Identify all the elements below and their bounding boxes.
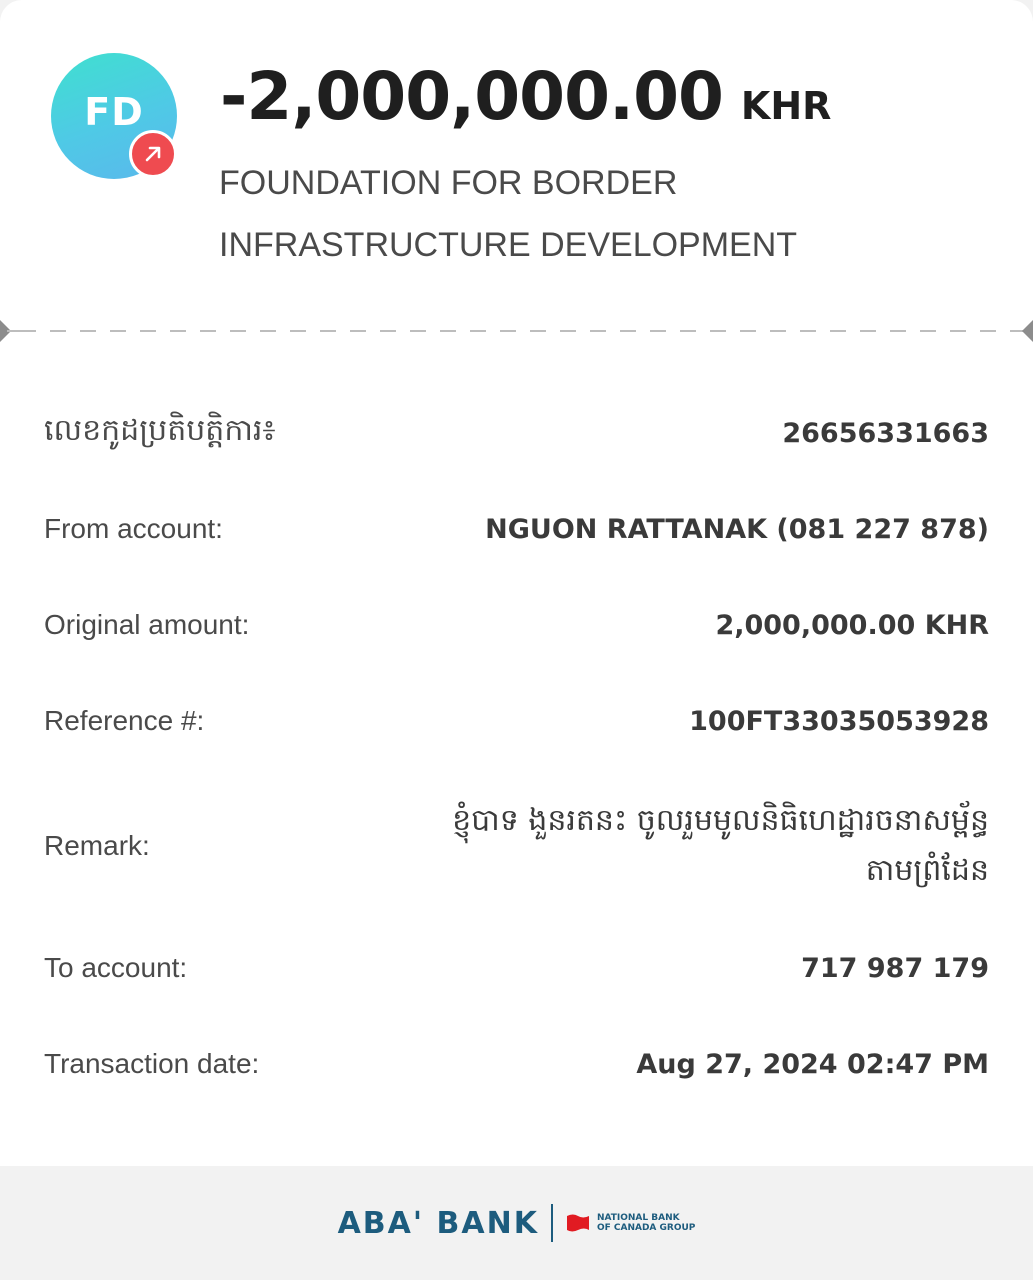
partner-line1: NATIONAL BANK — [596, 1213, 680, 1223]
remark-value-line2: តាមព្រំដែន — [865, 853, 989, 888]
detail-row-remark — [44, 794, 989, 898]
national-bank-text — [597, 1213, 695, 1233]
transaction-id-label: លេខកូដប្រតិបត្តិការ៖ — [44, 413, 276, 448]
payee-name-line1: FOUNDATION FOR BORDER — [219, 164, 678, 202]
detail-row-reference — [44, 696, 989, 746]
amount-currency: KHR — [740, 84, 832, 128]
remark-value-line1: ខ្ញុំបាទ ងួនរតនះ ចូលរួមមូលនិធិហេដ្ឋារចនាសម្ព័ន្ធ — [452, 803, 989, 838]
original-amount-label: Original amount: — [44, 609, 250, 640]
national-bank-mark — [565, 1213, 695, 1233]
transaction-date-label: Transaction date: — [44, 1048, 260, 1079]
remark-value — [369, 796, 989, 896]
original-amount-value: 2,000,000.00 KHR — [715, 609, 989, 641]
detail-row-from-account — [44, 504, 989, 554]
from-account-label: From account: — [44, 513, 223, 544]
aba-bank-logo — [338, 1204, 696, 1242]
red-flag-icon — [565, 1213, 591, 1233]
detail-row-to-account — [44, 943, 989, 993]
outgoing-transfer-badge — [129, 130, 177, 178]
logo-separator — [551, 1204, 553, 1242]
amount-value: -2,000,000.00 — [220, 58, 723, 135]
transaction-id-value: 26656331663 — [782, 417, 989, 449]
detail-row-original-amount — [44, 600, 989, 650]
aba-bank-wordmark: ABA' BANK — [337, 1205, 539, 1241]
transaction-amount — [220, 58, 831, 135]
from-account-value: NGUON RATTANAK (081 227 878) — [485, 513, 989, 545]
payee-name — [219, 152, 979, 276]
to-account-label: To account: — [44, 952, 188, 983]
payee-name-line2: INFRASTRUCTURE DEVELOPMENT — [219, 226, 798, 264]
transaction-date-value: Aug 27, 2024 02:47 PM — [636, 1048, 989, 1080]
to-account-value: 717 987 179 — [801, 952, 989, 984]
reference-value: 100FT33035053928 — [689, 705, 989, 737]
detail-row-transaction-date — [44, 1039, 989, 1089]
ticket-notch-right — [1022, 320, 1033, 342]
reference-label: Reference #: — [44, 705, 205, 736]
detail-row-transaction-id — [44, 408, 989, 458]
avatar-initials: FD — [84, 90, 144, 134]
partner-line2: OF CANADA GROUP — [596, 1223, 696, 1233]
remark-label: Remark: — [44, 830, 150, 861]
dashed-divider — [0, 330, 1033, 332]
receipt-footer — [0, 1166, 1033, 1280]
arrow-up-right-icon — [141, 142, 165, 166]
